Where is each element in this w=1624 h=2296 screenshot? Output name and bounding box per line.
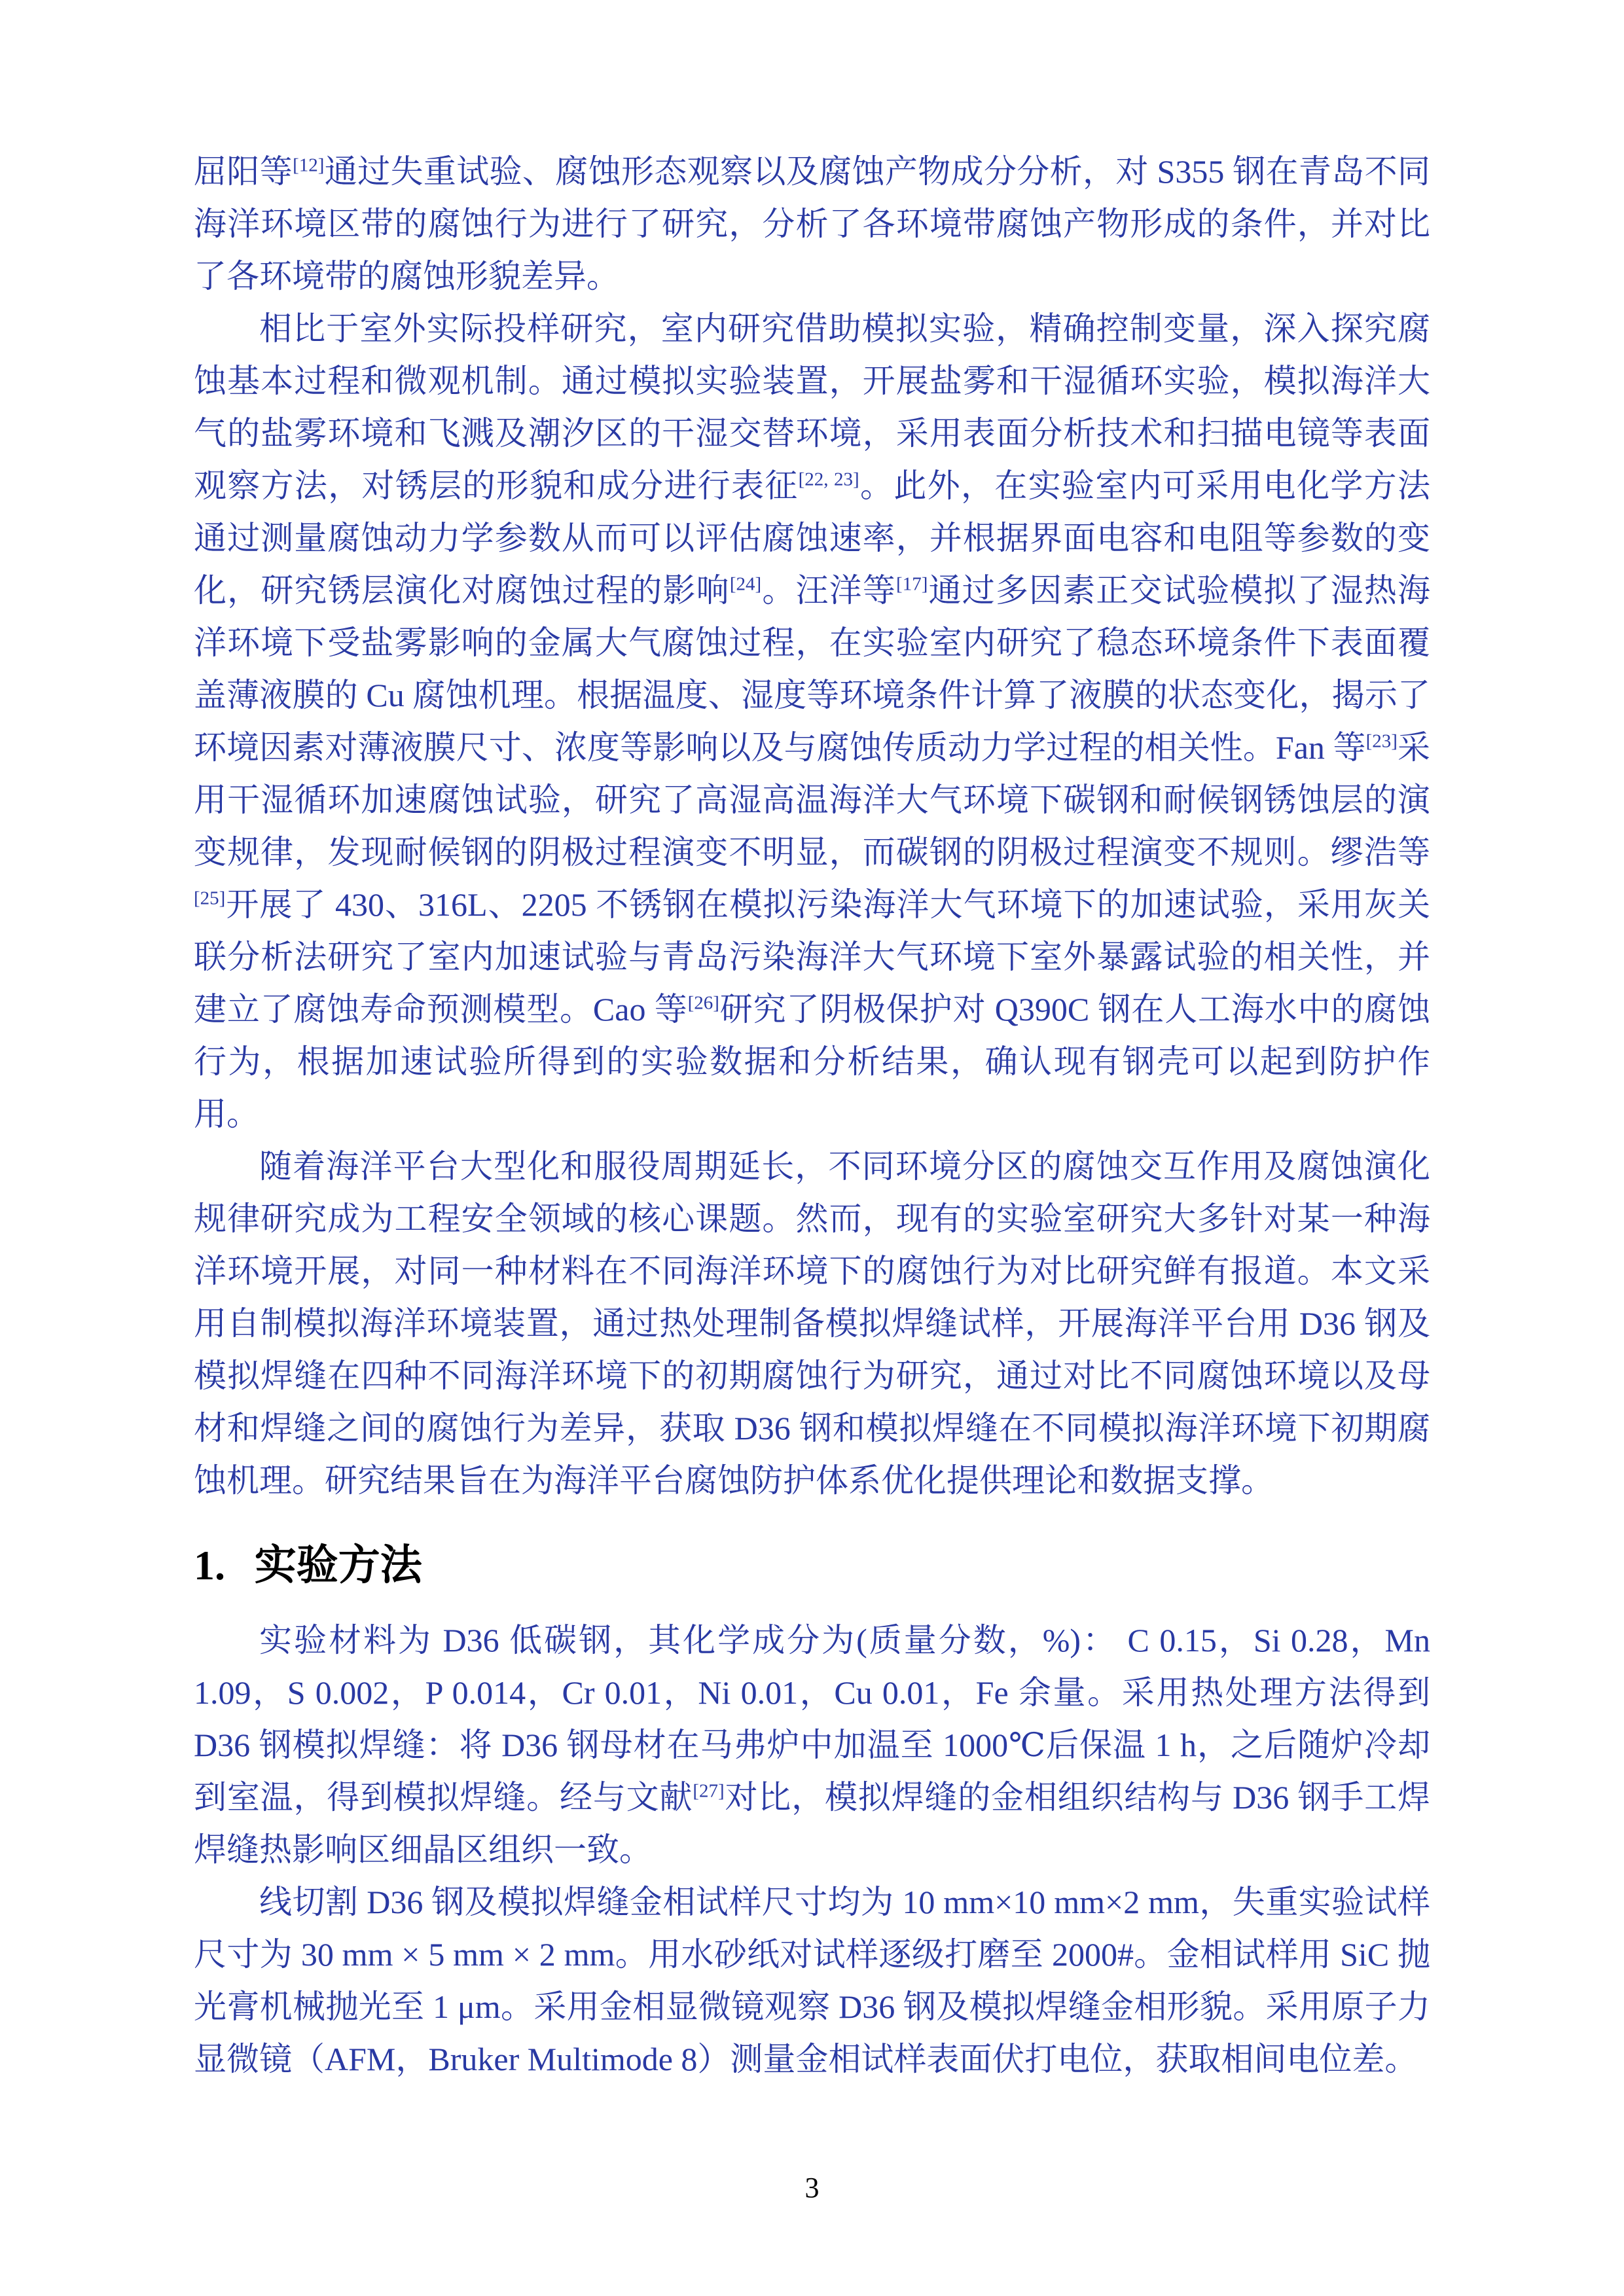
text-run: 开展了 430、316L、2205 不锈钢在模拟污染海洋大气环境下的加速试验，采用灰关联分析法研究了室内加速试验与青岛污染海洋大气环境下室外暴露试验的相关性，并建立了腐蚀寿命预测模型。Cao 等: [194, 886, 1430, 1028]
text-run: 相比于室外实际投样研究，室内研究借助模拟实验，精确控制变量，深入探究腐蚀基本过程和微观机制。通过模拟实验装置，开展盐雾和干湿循环实验，模拟海洋大气的盐雾环境和飞溅及潮汐区的干湿交替环境，采用表面分析技术和扫描电镜等表面观察方法，对锈层的形貌和成分进行表征: [194, 310, 1430, 504]
text-run: 通过失重试验、腐蚀形态观察以及腐蚀产物成分分析，对 S355 钢在青岛不同海洋环境区带的腐蚀行为进行了研究，分析了各环境带腐蚀产物形成的条件，并对比了各环境带的腐蚀形貌差异。: [194, 153, 1431, 295]
citation-reference: [26]: [687, 992, 719, 1014]
section-title: 实验方法: [254, 1542, 422, 1588]
paragraph: [194, 302, 1430, 1140]
paragraph: [194, 145, 1430, 302]
text-run: 屈阳等: [194, 153, 293, 190]
citation-reference: [27]: [693, 1780, 725, 1802]
text-run: 采用干湿循环加速腐蚀试验，研究了高湿高温海洋大气环境下碳钢和耐候钢锈蚀层的演变规律，发现耐候钢的阴极过程演变不明显，而碳钢的阴极过程演变不规则。缪浩等: [194, 729, 1431, 870]
section-paragraphs: [194, 1614, 1430, 2085]
intro-paragraphs: [194, 145, 1430, 1507]
text-run: 通过多因素正交试验模拟了湿热海洋环境下受盐雾影响的金属大气腐蚀过程，在实验室内研究了稳态环境条件下表面覆盖薄液膜的 Cu 腐蚀机理。根据温度、湿度等环境条件计算了液膜的状态变化，揭示了环境因素对薄液膜尺寸、浓度等影响以及与腐蚀传质动力学过程的相关性。Fan 等: [194, 572, 1431, 766]
text-run: 。汪洋等: [761, 572, 897, 609]
text-run: 。此外，在实验室内可采用电化学方法通过测量腐蚀动力学参数从而可以评估腐蚀速率，并根据界面电容和电阻等参数的变化，研究锈层演化对腐蚀过程的影响: [194, 467, 1430, 609]
text-run: 对比，模拟焊缝的金相组织结构与 D36 钢手工焊焊缝热影响区细晶区组织一致。: [194, 1779, 1431, 1868]
paragraph: [194, 1876, 1430, 2085]
citation-reference: [17]: [896, 573, 928, 595]
citation-reference: [22, 23]: [798, 469, 859, 490]
citation-reference: [12]: [293, 154, 325, 176]
text-run: 线切割 D36 钢及模拟焊缝金相试样尺寸均为 10 mm×10 mm×2 mm，失重实验试样尺寸为 30 mm × 5 mm × 2 mm。用水砂纸对试样逐级打磨至 2000#。金相试样用 SiC 抛光膏机械抛光至 1 μm。采用金相显微镜观察 D36 钢及模拟焊缝金相形貌。采用原子力显微镜（AFM，Bruker Multimode 8）测量金相试样表面伏打电位，获取相间电位差。: [194, 1884, 1430, 2077]
paragraph: [194, 1140, 1430, 1507]
citation-reference: [23]: [1365, 730, 1398, 752]
text-run: 随着海洋平台大型化和服役周期延长，不同环境分区的腐蚀交互作用及腐蚀演化规律研究成为工程安全领域的核心课题。然而，现有的实验室研究大多针对某一种海洋环境开展，对同一种材料在不同海洋环境下的腐蚀行为对比研究鲜有报道。本文采用自制模拟海洋环境装置，通过热处理制备模拟焊缝试样，开展海洋平台用 D36 钢及模拟焊缝在四种不同海洋环境下的初期腐蚀行为研究，通过对比不同腐蚀环境以及母材和焊缝之间的腐蚀行为差异，获取 D36 钢和模拟焊缝在不同模拟海洋环境下初期腐蚀机理。研究结果旨在为海洋平台腐蚀防护体系优化提供理论和数据支撑。: [194, 1148, 1430, 1499]
text-run: 实验材料为 D36 低碳钢，其化学成分为(质量分数，%)： C 0.15，Si 0.28，Mn 1.09，S 0.002，P 0.014，Cr 0.01，Ni 0.01，Cu 0.01，Fe 余量。采用热处理方法得到 D36 钢模拟焊缝：将 D36 钢母材在马弗炉中加温至 1000℃后保温 1 h，之后随炉冷却到室温，得到模拟焊缝。经与文献: [194, 1622, 1430, 1816]
citation-reference: [24]: [729, 573, 762, 595]
page-number: 3: [804, 2172, 820, 2204]
section-number: 1.: [194, 1542, 225, 1588]
section-heading: [194, 1532, 1430, 1592]
paragraph: [194, 1614, 1430, 1876]
citation-reference: [25]: [194, 888, 226, 909]
text-run: 研究了阴极保护对 Q390C 钢在人工海水中的腐蚀行为，根据加速试验所得到的实验数据和分析结果，确认现有钢壳可以起到防护作用。: [194, 991, 1430, 1132]
page-footer: [0, 2171, 1624, 2204]
